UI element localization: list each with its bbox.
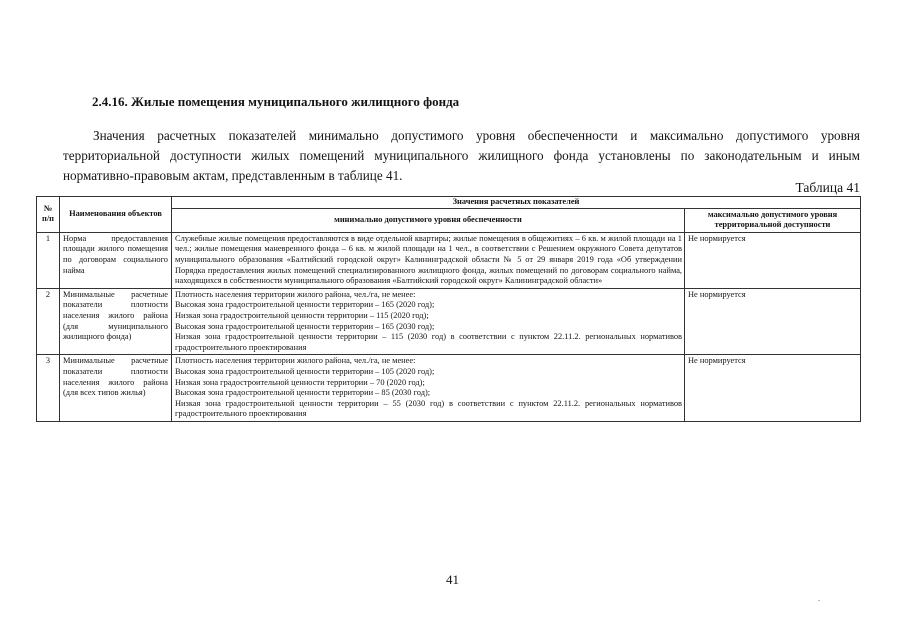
- row-object-name: Минимальные расчетные показатели плотности населения жилого района (для всех типов жилья): [60, 355, 172, 422]
- table-row: [37, 232, 861, 288]
- intro-paragraph: Значения расчетных показателей минимально допустимого уровня обеспеченности и максимально допустимого уровня территориальной доступности жилых помещений муниципального жилищного фонда установлены по законодательным и иным нормативно-правовым актам, представленным в таблице 41.: [63, 128, 860, 183]
- min-provision-line: Плотность населения территории жилого района, чел./га, не менее:: [175, 289, 416, 299]
- header-object-name: Наименования объектов: [60, 197, 172, 233]
- min-provision-line: Плотность населения территории жилого района, чел./га, не менее:: [175, 356, 416, 366]
- min-provision-line: Высокая зона градостроительной ценности территории – 165 (2030 год);: [175, 321, 435, 331]
- min-provision-line: Высокая зона градостроительной ценности территории – 165 (2020 год);: [175, 300, 435, 310]
- min-provision-line: Низкая зона градостроительной ценности территории – 55 (2030 год) в соответствии с пунктом 22.11.2. региональных нормативов градостроительного проектирования: [175, 398, 682, 419]
- section-heading: 2.4.16. Жилые помещения муниципального жилищного фонда: [92, 94, 460, 109]
- row-max-accessibility: Не нормируется: [685, 355, 861, 422]
- scan-speck: [818, 600, 820, 601]
- row-min-provision: [172, 232, 685, 288]
- row-number: 2: [37, 288, 60, 355]
- min-provision-line: Низкая зона градостроительной ценности территории – 115 (2020 год);: [175, 310, 429, 320]
- min-provision-line: Высокая зона градостроительной ценности территории – 85 (2030 год);: [175, 388, 431, 398]
- row-max-accessibility: Не нормируется: [685, 232, 861, 288]
- table-caption: Таблица 41: [795, 180, 860, 195]
- row-min-provision: [172, 355, 685, 422]
- row-number: 3: [37, 355, 60, 422]
- indicators-table: [36, 196, 861, 422]
- header-indicator-values: Значения расчетных показателей: [172, 197, 861, 209]
- row-number: 1: [37, 232, 60, 288]
- table-row: [37, 355, 861, 422]
- table-row: [37, 288, 861, 355]
- min-provision-line: Низкая зона градостроительной ценности территории – 115 (2030 год) в соответствии с пунктом 22.11.2. региональных нормативов градостроительного проектирования: [175, 332, 682, 352]
- row-max-accessibility: Не нормируется: [685, 288, 861, 355]
- row-object-name: Норма предоставления площади жилого помещения по договорам социального найма: [60, 232, 172, 288]
- min-provision-line: Высокая зона градостроительной ценности территории – 105 (2020 год);: [175, 366, 435, 376]
- row-min-provision: [172, 288, 685, 355]
- header-min-provision: минимально допустимого уровня обеспеченности: [172, 208, 685, 232]
- header-number: № п/п: [37, 197, 60, 233]
- min-provision-line: Низкая зона градостроительной ценности территории – 70 (2020 год);: [175, 377, 425, 387]
- header-max-accessibility: максимально допустимого уровня территориальной доступности: [685, 208, 861, 232]
- page-number: 41: [446, 572, 459, 587]
- row-object-name: Минимальные расчетные показатели плотности населения жилого района (для муниципального жилищного фонда): [60, 288, 172, 355]
- min-provision-line: Служебные жилые помещения предоставляются в виде отдельной квартиры; жилые помещения в общежитиях – 6 кв. м жилой площади на 1 чел.; жилые помещения маневренного фонда – 6 кв. м жилой площади на 1 чел., в соответствии с Решением окружного Совета депутатов муниципального образования «Балтийский городской округ» Калининградской области № 5 от 29 января 2019 года «Об утверждении Порядка предоставления жилых помещений специализированного жилищного фонда, жилых помещений по договорам социального найма, находящихся в собственности муниципального образования «Балтийский городской округ» Калининградской области»: [175, 233, 682, 286]
